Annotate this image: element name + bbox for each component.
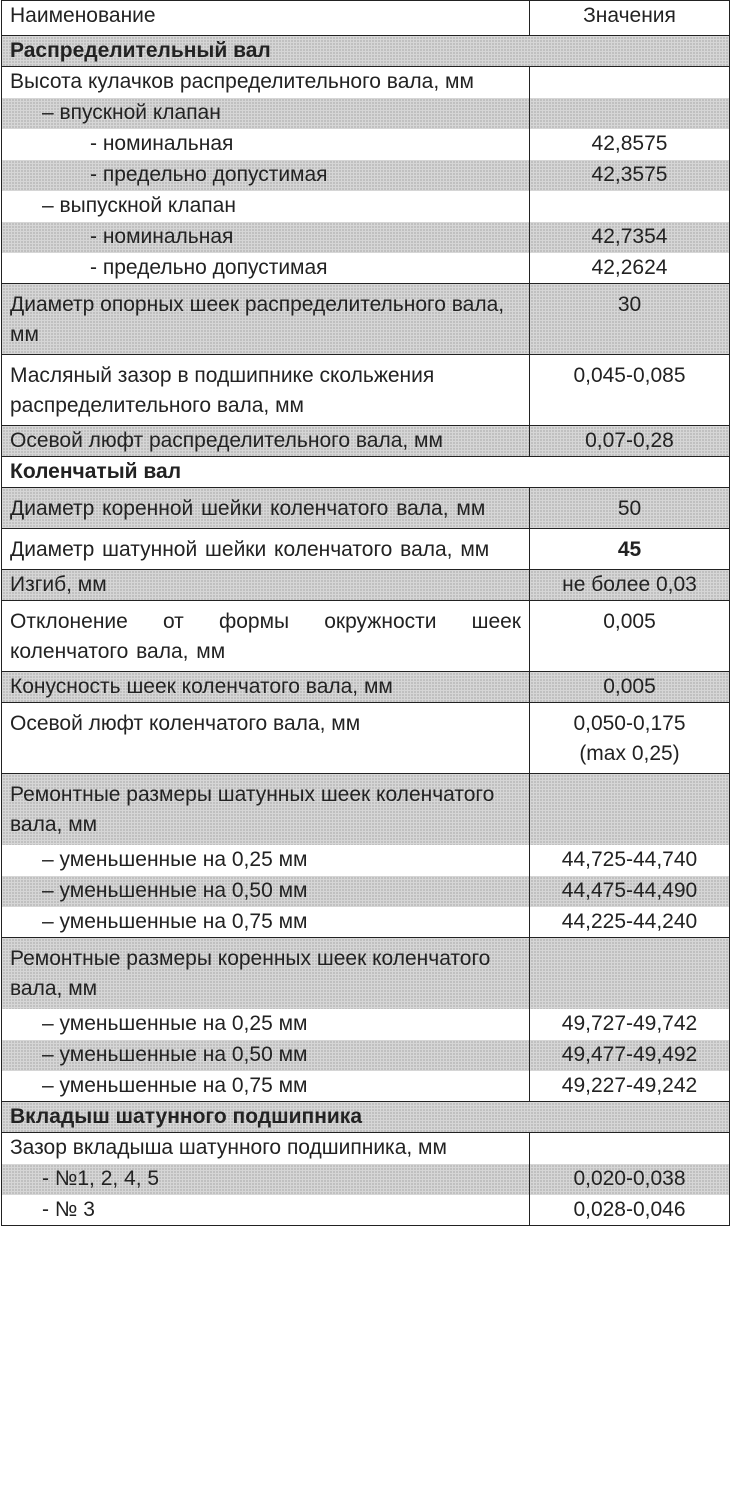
table-row	[2, 129, 730, 160]
table-row	[2, 601, 730, 672]
spec-table	[1, 0, 730, 1226]
row-value: 42,3575	[530, 160, 730, 191]
row-name: Диаметр опорных шеек распределительного вала, мм	[2, 284, 530, 355]
table-row	[2, 876, 730, 907]
row-name: – уменьшенные на 0,25 мм	[2, 845, 530, 876]
table-row	[2, 253, 730, 284]
row-value: 44,475-44,490	[530, 876, 730, 907]
table-row	[2, 845, 730, 876]
section-row	[2, 1102, 730, 1133]
row-value	[530, 938, 730, 1009]
row-value	[530, 1133, 730, 1164]
row-name: Высота кулачков распределительного вала, мм	[2, 67, 530, 98]
row-name: Осевой люфт распределительного вала, мм	[2, 426, 530, 457]
table-row	[2, 426, 730, 457]
row-value: 0,005	[530, 672, 730, 703]
table-row	[2, 355, 730, 426]
row-value: 50	[530, 488, 730, 529]
row-value: 44,725-44,740	[530, 845, 730, 876]
crank-axial-value: 0,050-0,175	[573, 712, 686, 735]
row-name: – уменьшенные на 0,75 мм	[2, 1071, 530, 1102]
row-name: - номинальная	[2, 222, 530, 253]
table-row	[2, 67, 730, 98]
table-row	[2, 672, 730, 703]
table-row	[2, 907, 730, 938]
row-name: Диаметр шатунной шейки коленчатого вала, мм	[2, 529, 530, 570]
table-row	[2, 160, 730, 191]
table-row	[2, 1195, 730, 1226]
table-row	[2, 98, 730, 129]
table-row	[2, 222, 730, 253]
table-row	[2, 1164, 730, 1195]
row-name: Ремонтные размеры коренных шеек коленчатого вала, мм	[2, 938, 530, 1009]
section-bearing: Вкладыш шатунного подшипника	[2, 1102, 730, 1133]
row-name: – уменьшенные на 0,25 мм	[2, 1009, 530, 1040]
table-row	[2, 284, 730, 355]
row-value: 49,227-49,242	[530, 1071, 730, 1102]
row-name: - предельно допустимая	[2, 253, 530, 284]
table-row	[2, 488, 730, 529]
header-value: Значения	[530, 1, 730, 36]
table-row	[2, 570, 730, 601]
row-value: 49,727-49,742	[530, 1009, 730, 1040]
row-name: – выпускной клапан	[2, 191, 530, 222]
row-name: - № 3	[2, 1195, 530, 1226]
header-row	[2, 1, 730, 36]
table-row	[2, 1071, 730, 1102]
table-row	[2, 774, 730, 845]
row-value: 49,477-49,492	[530, 1040, 730, 1071]
row-value: 0,020-0,038	[530, 1164, 730, 1195]
table-row	[2, 1133, 730, 1164]
row-name: Масляный зазор в подшипнике скольжения распределительного вала, мм	[2, 355, 530, 426]
row-name: - №1, 2, 4, 5	[2, 1164, 530, 1195]
row-value: 45	[530, 529, 730, 570]
table-row	[2, 529, 730, 570]
row-value: 0,028-0,046	[530, 1195, 730, 1226]
row-value: 0,005	[530, 601, 730, 672]
row-name: Диаметр коренной шейки коленчатого вала, мм	[2, 488, 530, 529]
table-row	[2, 1009, 730, 1040]
crank-axial-max: (max 0,25)	[579, 742, 680, 765]
section-crankshaft: Коленчатый вал	[2, 457, 730, 488]
row-value: 30	[530, 284, 730, 355]
row-value: 42,2624	[530, 253, 730, 284]
row-name: Зазор вкладыша шатунного подшипника, мм	[2, 1133, 530, 1164]
row-value: 44,225-44,240	[530, 907, 730, 938]
table-row	[2, 938, 730, 1009]
section-row	[2, 457, 730, 488]
row-value	[530, 98, 730, 129]
row-name: – уменьшенные на 0,75 мм	[2, 907, 530, 938]
row-value	[530, 67, 730, 98]
table-row	[2, 1040, 730, 1071]
table-row	[2, 703, 730, 774]
row-name: – впускной клапан	[2, 98, 530, 129]
row-name: – уменьшенные на 0,50 мм	[2, 1040, 530, 1071]
row-value: 0,045-0,085	[530, 355, 730, 426]
row-name: Изгиб, мм	[2, 570, 530, 601]
row-value	[530, 774, 730, 845]
row-value	[530, 191, 730, 222]
row-value: не более 0,03	[530, 570, 730, 601]
row-name: - предельно допустимая	[2, 160, 530, 191]
row-name: – уменьшенные на 0,50 мм	[2, 876, 530, 907]
row-name: - номинальная	[2, 129, 530, 160]
row-name: Отклонение от формы окружности шеек коленчатого вала, мм	[2, 601, 530, 672]
row-value: 42,7354	[530, 222, 730, 253]
row-name: Ремонтные размеры шатунных шеек коленчатого вала, мм	[2, 774, 530, 845]
header-name: Наименование	[2, 1, 530, 36]
row-value	[530, 703, 730, 774]
row-name: Осевой люфт коленчатого вала, мм	[2, 703, 530, 774]
row-value: 42,8575	[530, 129, 730, 160]
table-row	[2, 191, 730, 222]
section-row	[2, 36, 730, 67]
row-value: 0,07-0,28	[530, 426, 730, 457]
row-name: Конусность шеек коленчатого вала, мм	[2, 672, 530, 703]
section-camshaft: Распределительный вал	[2, 36, 730, 67]
